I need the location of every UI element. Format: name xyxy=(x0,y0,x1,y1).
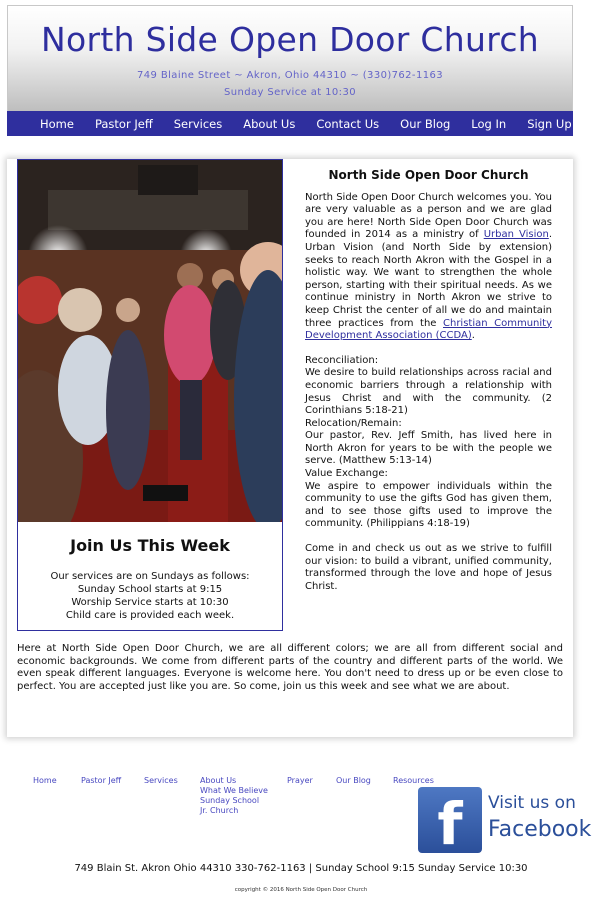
footer-nav-resources[interactable]: Resources xyxy=(393,776,434,785)
nav-home[interactable]: Home xyxy=(40,116,74,131)
church-photo xyxy=(18,160,282,522)
practice-reconciliation-label: Reconciliation: xyxy=(305,354,379,366)
practice-reconciliation-text: We desire to build relationships across racial and economic barriers through a relationship with Jesus Christ and with the community. (2 Corinthians 5:18-21) xyxy=(305,367,552,417)
footer-nav-our-blog[interactable]: Our Blog xyxy=(336,776,371,785)
header-service-time: Sunday Service at 10:30 xyxy=(224,87,356,98)
nav-log-in[interactable]: Log In xyxy=(471,116,507,131)
practice-value-exchange-text: We aspire to empower individuals within the community to use the gifts God has given them, and to see those gifts used to improve the community. (Philippians 4:18-19) xyxy=(305,480,552,530)
practice-value-exchange-label: Value Exchange: xyxy=(305,468,388,480)
welcome-section xyxy=(305,169,552,593)
welcome-paragraph xyxy=(305,192,552,343)
practice-relocation-label: Relocation/Remain: xyxy=(305,417,402,429)
welcome-text-3: . xyxy=(471,330,475,342)
footer-nav-sunday-school[interactable]: Sunday School xyxy=(200,796,260,805)
spacer xyxy=(305,343,552,355)
site-title[interactable]: North Side Open Door Church xyxy=(41,20,539,59)
join-us-panel xyxy=(17,159,283,631)
spacer xyxy=(305,531,552,543)
main-content xyxy=(7,159,573,737)
nav-pastor-jeff[interactable]: Pastor Jeff xyxy=(94,116,153,131)
nav-sign-up[interactable]: Sign Up xyxy=(527,116,572,131)
diversity-paragraph: Here at North Side Open Door Church, we are all different colors; we are all from different social and economic backgrounds. We come from different parts of the country and different parts of the world. We even speak different languages. Everyone is welcome here. You don't need to dress up or be even close to perfect. You are accepted just like you are. So come, join us this week and see what we are about. xyxy=(17,643,563,692)
footer-nav-jr-church[interactable]: Jr. Church xyxy=(200,806,239,815)
header-address: 749 Blaine Street ~ Akron, Ohio 44310 ~ (330)762-1163 xyxy=(136,70,443,81)
footer-nav-prayer[interactable]: Prayer xyxy=(287,776,313,785)
copyright: copyright © 2016 North Side Open Door Church xyxy=(234,887,368,893)
nav-contact-us[interactable]: Contact Us xyxy=(316,116,380,131)
child-care-note: Child care is provided each week. xyxy=(65,610,235,621)
footer-info: 749 Blain St. Akron Ohio 44310 330-762-1163 | Sunday School 9:15 Sunday Service 10:30 xyxy=(74,863,528,874)
service-times-intro: Our services are on Sundays as follows: xyxy=(50,571,250,582)
church-photo-illustration xyxy=(18,160,282,522)
facebook-icon: f xyxy=(418,787,482,853)
nav-our-blog[interactable]: Our Blog xyxy=(400,116,451,131)
urban-vision-link[interactable]: Urban Vision xyxy=(483,229,549,241)
footer-nav-home[interactable]: Home xyxy=(33,776,57,785)
footer-nav-about-us[interactable]: About Us xyxy=(200,776,237,785)
footer-nav-about xyxy=(200,776,268,816)
footer-nav-pastor-jeff[interactable]: Pastor Jeff xyxy=(81,776,122,785)
sunday-school-time: Sunday School starts at 9:15 xyxy=(77,584,223,595)
footer-nav-what-we-believe[interactable]: What We Believe xyxy=(200,786,268,795)
practice-relocation-text: Our pastor, Rev. Jeff Smith, has lived here in North Akron for years to be with the people we serve. (Matthew 5:13-14) xyxy=(305,430,552,467)
worship-service-time: Worship Service starts at 10:30 xyxy=(71,597,229,608)
facebook-badge-line2: Facebook xyxy=(488,817,592,842)
welcome-text-1: North Side Open Door Church welcomes you. You are very valuable as a person and we are glad you are here! North Side Open Door Church was founded in 2014 as a ministry of xyxy=(305,191,552,241)
welcome-text-2: . Urban Vision (and North Side by extension) seeks to reach North Akron with the Gospel in a holistic way. We want to strengthen the whole person, starting with their spiritual needs. As we continue ministry in North Akron we strive to keep Christ the center of all we do and maintain three practices from the xyxy=(305,229,552,329)
join-us-title: Join Us This Week xyxy=(70,536,230,555)
site-header xyxy=(7,5,573,113)
footer-nav-services[interactable]: Services xyxy=(144,776,178,785)
facebook-badge[interactable] xyxy=(418,787,598,858)
closing-paragraph: Come in and check us out as we strive to fulfill our vision: to build a vibrant, unified community, transformed through the love and hope of Jesus Christ. xyxy=(305,543,552,592)
nav-services[interactable]: Services xyxy=(173,116,223,131)
service-times xyxy=(18,570,282,622)
main-nav xyxy=(7,111,573,136)
facebook-badge-line1: Visit us on xyxy=(488,793,576,813)
ccda-link[interactable]: Christian Community Development Association (CCDA) xyxy=(305,317,553,342)
nav-about-us[interactable]: About Us xyxy=(243,116,296,131)
welcome-title: North Side Open Door Church xyxy=(328,168,529,182)
